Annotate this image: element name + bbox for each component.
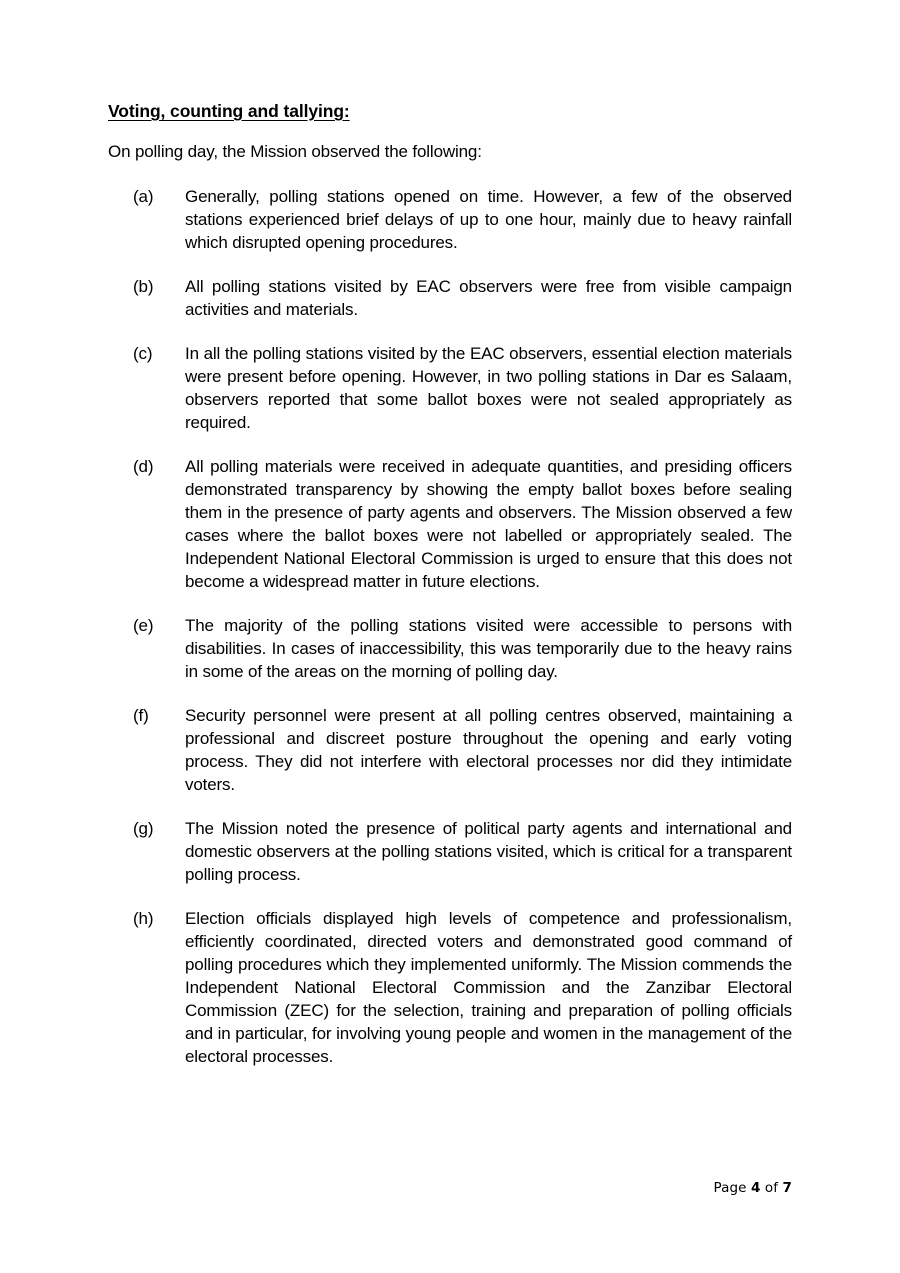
page-footer: [108, 1179, 792, 1197]
list-item-text: Generally, polling stations opened on time. However, a few of the observed stations experienced brief delays of up to one hour, mainly due to heavy rainfall which disrupted opening procedures.: [185, 187, 792, 252]
list-item: [108, 185, 792, 254]
list-item-marker: (b): [133, 277, 154, 296]
list-item: [108, 614, 792, 683]
list-item: [108, 455, 792, 593]
list-item: [108, 342, 792, 434]
list-item: [108, 907, 792, 1068]
section-heading-row: [108, 100, 792, 140]
list-item: [108, 275, 792, 321]
footer-total-pages: 7: [782, 1180, 792, 1196]
list-item-marker: (d): [133, 457, 154, 476]
list-item-marker: (e): [133, 616, 154, 635]
lettered-list: [108, 185, 792, 1068]
section-heading: Voting, counting and tallying:: [108, 101, 350, 121]
list-item-text: All polling materials were received in adequate quantities, and presiding officers demonstrated transparency by showing the empty ballot boxes before sealing them in the presence of party agents and observers. The Mission observed a few cases where the ballot boxes were not labelled or appropriately sealed. The Independent National Electoral Commission is urged to ensure that this does not become a widespread matter in future elections.: [185, 457, 792, 591]
list-item-marker: (c): [133, 344, 153, 363]
footer-page-label: Page: [713, 1180, 747, 1196]
footer-current-page: 4: [750, 1180, 761, 1196]
footer-of-label: of: [764, 1180, 779, 1196]
intro-paragraph: On polling day, the Mission observed the following:: [108, 142, 482, 161]
list-item-marker: (g): [133, 819, 154, 838]
list-item-marker: (h): [133, 909, 154, 928]
list-item-text: The majority of the polling stations visited were accessible to persons with disabilities. In cases of inaccessibility, this was temporarily due to the heavy rains in some of the areas on the morning of polling day.: [185, 616, 792, 681]
page-content: [108, 100, 792, 1068]
list-item: [108, 817, 792, 886]
list-item: [108, 704, 792, 796]
list-item-text: Security personnel were present at all polling centres observed, maintaining a professional and discreet posture throughout the opening and early voting process. They did not interfere with electoral processes nor did they intimidate voters.: [185, 706, 792, 794]
list-item-marker: (a): [133, 187, 154, 206]
list-item-text: In all the polling stations visited by the EAC observers, essential election materials were present before opening. However, in two polling stations in Dar es Salaam, observers reported that some ballot boxes were not sealed appropriately as required.: [185, 344, 792, 432]
list-item-text: Election officials displayed high levels of competence and professionalism, efficiently coordinated, directed voters and demonstrated good command of polling procedures which they implemented uniformly. The Mission commends the Independent National Electoral Commission and the Zanzibar Electoral Commission (ZEC) for the selection, training and preparation of polling officials and in particular, for involving young people and women in the management of the electoral processes.: [185, 909, 792, 1066]
list-item-text: All polling stations visited by EAC observers were free from visible campaign activities and materials.: [185, 277, 792, 319]
list-item-text: The Mission noted the presence of political party agents and international and domestic observers at the polling stations visited, which is critical for a transparent polling process.: [185, 819, 792, 884]
list-item-marker: (f): [133, 706, 149, 725]
